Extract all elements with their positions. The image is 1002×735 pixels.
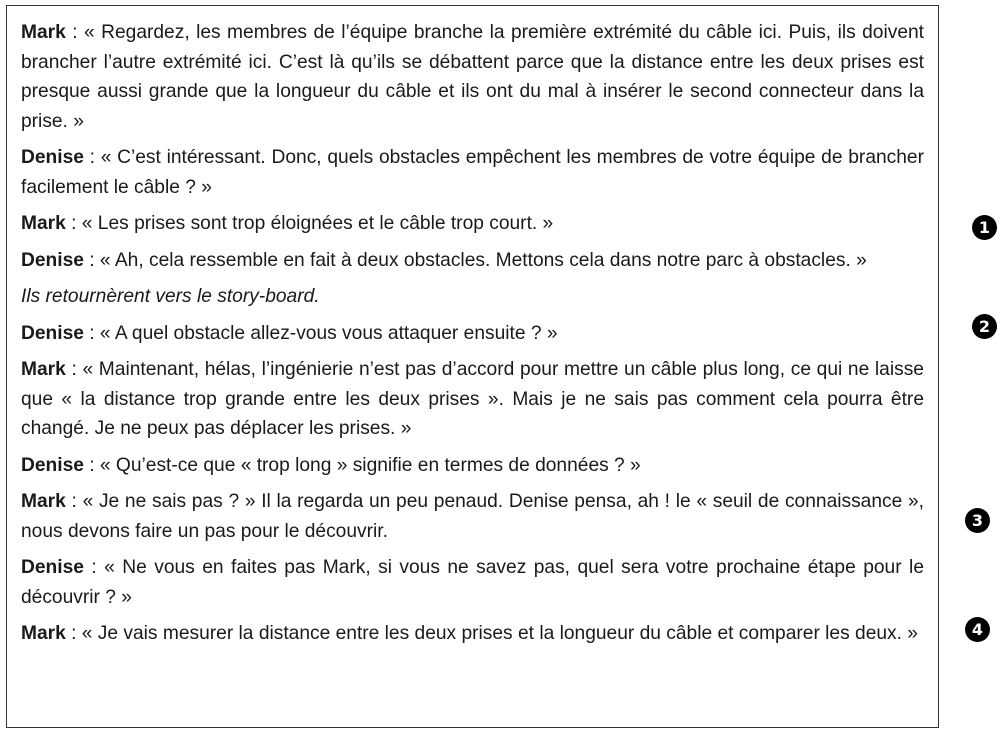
speaker-separator: :: [65, 359, 83, 380]
dialogue-line: [21, 319, 924, 349]
dialogue-text: « A quel obstacle allez-vous vous attaquer ensuite ? »: [99, 322, 558, 344]
dialogue-text: « Les prises sont trop éloignées et le câble trop court. »: [81, 213, 554, 234]
speaker-separator: :: [65, 623, 82, 644]
marker-3: 3: [965, 508, 990, 533]
speaker-separator: :: [83, 147, 101, 168]
dialogue-line: [21, 209, 924, 239]
dialogue-text: « Ah, cela ressemble en fait à deux obstacles. Mettons cela dans notre parc à obstacles. »: [99, 249, 867, 271]
speaker-separator: :: [65, 22, 85, 43]
dialogue-text: « Je ne sais pas ? » Il la regarda un peu penaud. Denise pensa, ah ! le « seuil de connaissance », nous devons faire un pas pour le découvrir.: [21, 491, 925, 542]
speaker-name: Denise: [21, 557, 84, 578]
speaker-name: Denise: [21, 147, 84, 168]
dialogue-text: « Maintenant, hélas, l’ingénierie n’est pas d’accord pour mettre un câble plus long, ce qui ne laisse que « la distance trop grande entre les deux prises ». Mais je ne sais pas comment cela pourra être changé. Je ne peux pas déplacer les prises. »: [21, 359, 924, 439]
speaker-name: Mark: [21, 359, 66, 380]
dialogue-line: [21, 553, 924, 612]
dialogue-text: « C’est intéressant. Donc, quels obstacles empêchent les membres de votre équipe de brancher facilement le câble ? »: [21, 147, 924, 198]
narration-line: Ils retournèrent vers le story-board.: [21, 286, 320, 307]
speaker-separator: :: [65, 213, 82, 234]
speaker-separator: :: [83, 557, 105, 578]
dialogue-text: « Je vais mesurer la distance entre les deux prises et la longueur du câble et comparer les deux. »: [81, 623, 918, 644]
speaker-name: Mark: [21, 491, 66, 512]
speaker-name: Denise: [21, 322, 84, 344]
speaker-separator: :: [83, 249, 100, 271]
marker-2: 2: [972, 314, 997, 339]
marker-4: 4: [965, 617, 990, 642]
dialogue-line: [21, 619, 924, 649]
speaker-name: Mark: [21, 623, 66, 644]
dialogue-text: « Ne vous en faites pas Mark, si vous ne savez pas, quel sera votre prochaine étape pour le découvrir ? »: [21, 557, 924, 608]
dialogue-line: [21, 355, 924, 444]
speaker-separator: :: [83, 454, 100, 476]
speaker-name: Mark: [21, 22, 66, 43]
dialogue-box: [6, 5, 939, 728]
dialogue-line: [21, 451, 924, 481]
dialogue-line: [21, 18, 924, 136]
marker-1: 1: [972, 215, 997, 240]
dialogue-line: [21, 487, 924, 546]
speaker-name: Denise: [21, 454, 84, 476]
speaker-separator: :: [83, 322, 100, 344]
speaker-separator: :: [65, 491, 83, 512]
speaker-name: Mark: [21, 213, 66, 234]
dialogue-line: [21, 246, 924, 276]
dialogue-text: « Regardez, les membres de l’équipe branche la première extrémité du câble ici. Puis, ils doivent brancher l’autre extrémité ici. C’est là qu’ils se débattent parce que la distance entre les deux prises est presque aussi grande que la longueur du câble et ils ont du mal à insérer le second connecteur dans la prise. »: [21, 22, 924, 132]
dialogue-line: [21, 143, 924, 202]
dialogue-text: « Qu’est-ce que « trop long » signifie en termes de données ? »: [99, 454, 641, 476]
speaker-name: Denise: [21, 249, 84, 271]
